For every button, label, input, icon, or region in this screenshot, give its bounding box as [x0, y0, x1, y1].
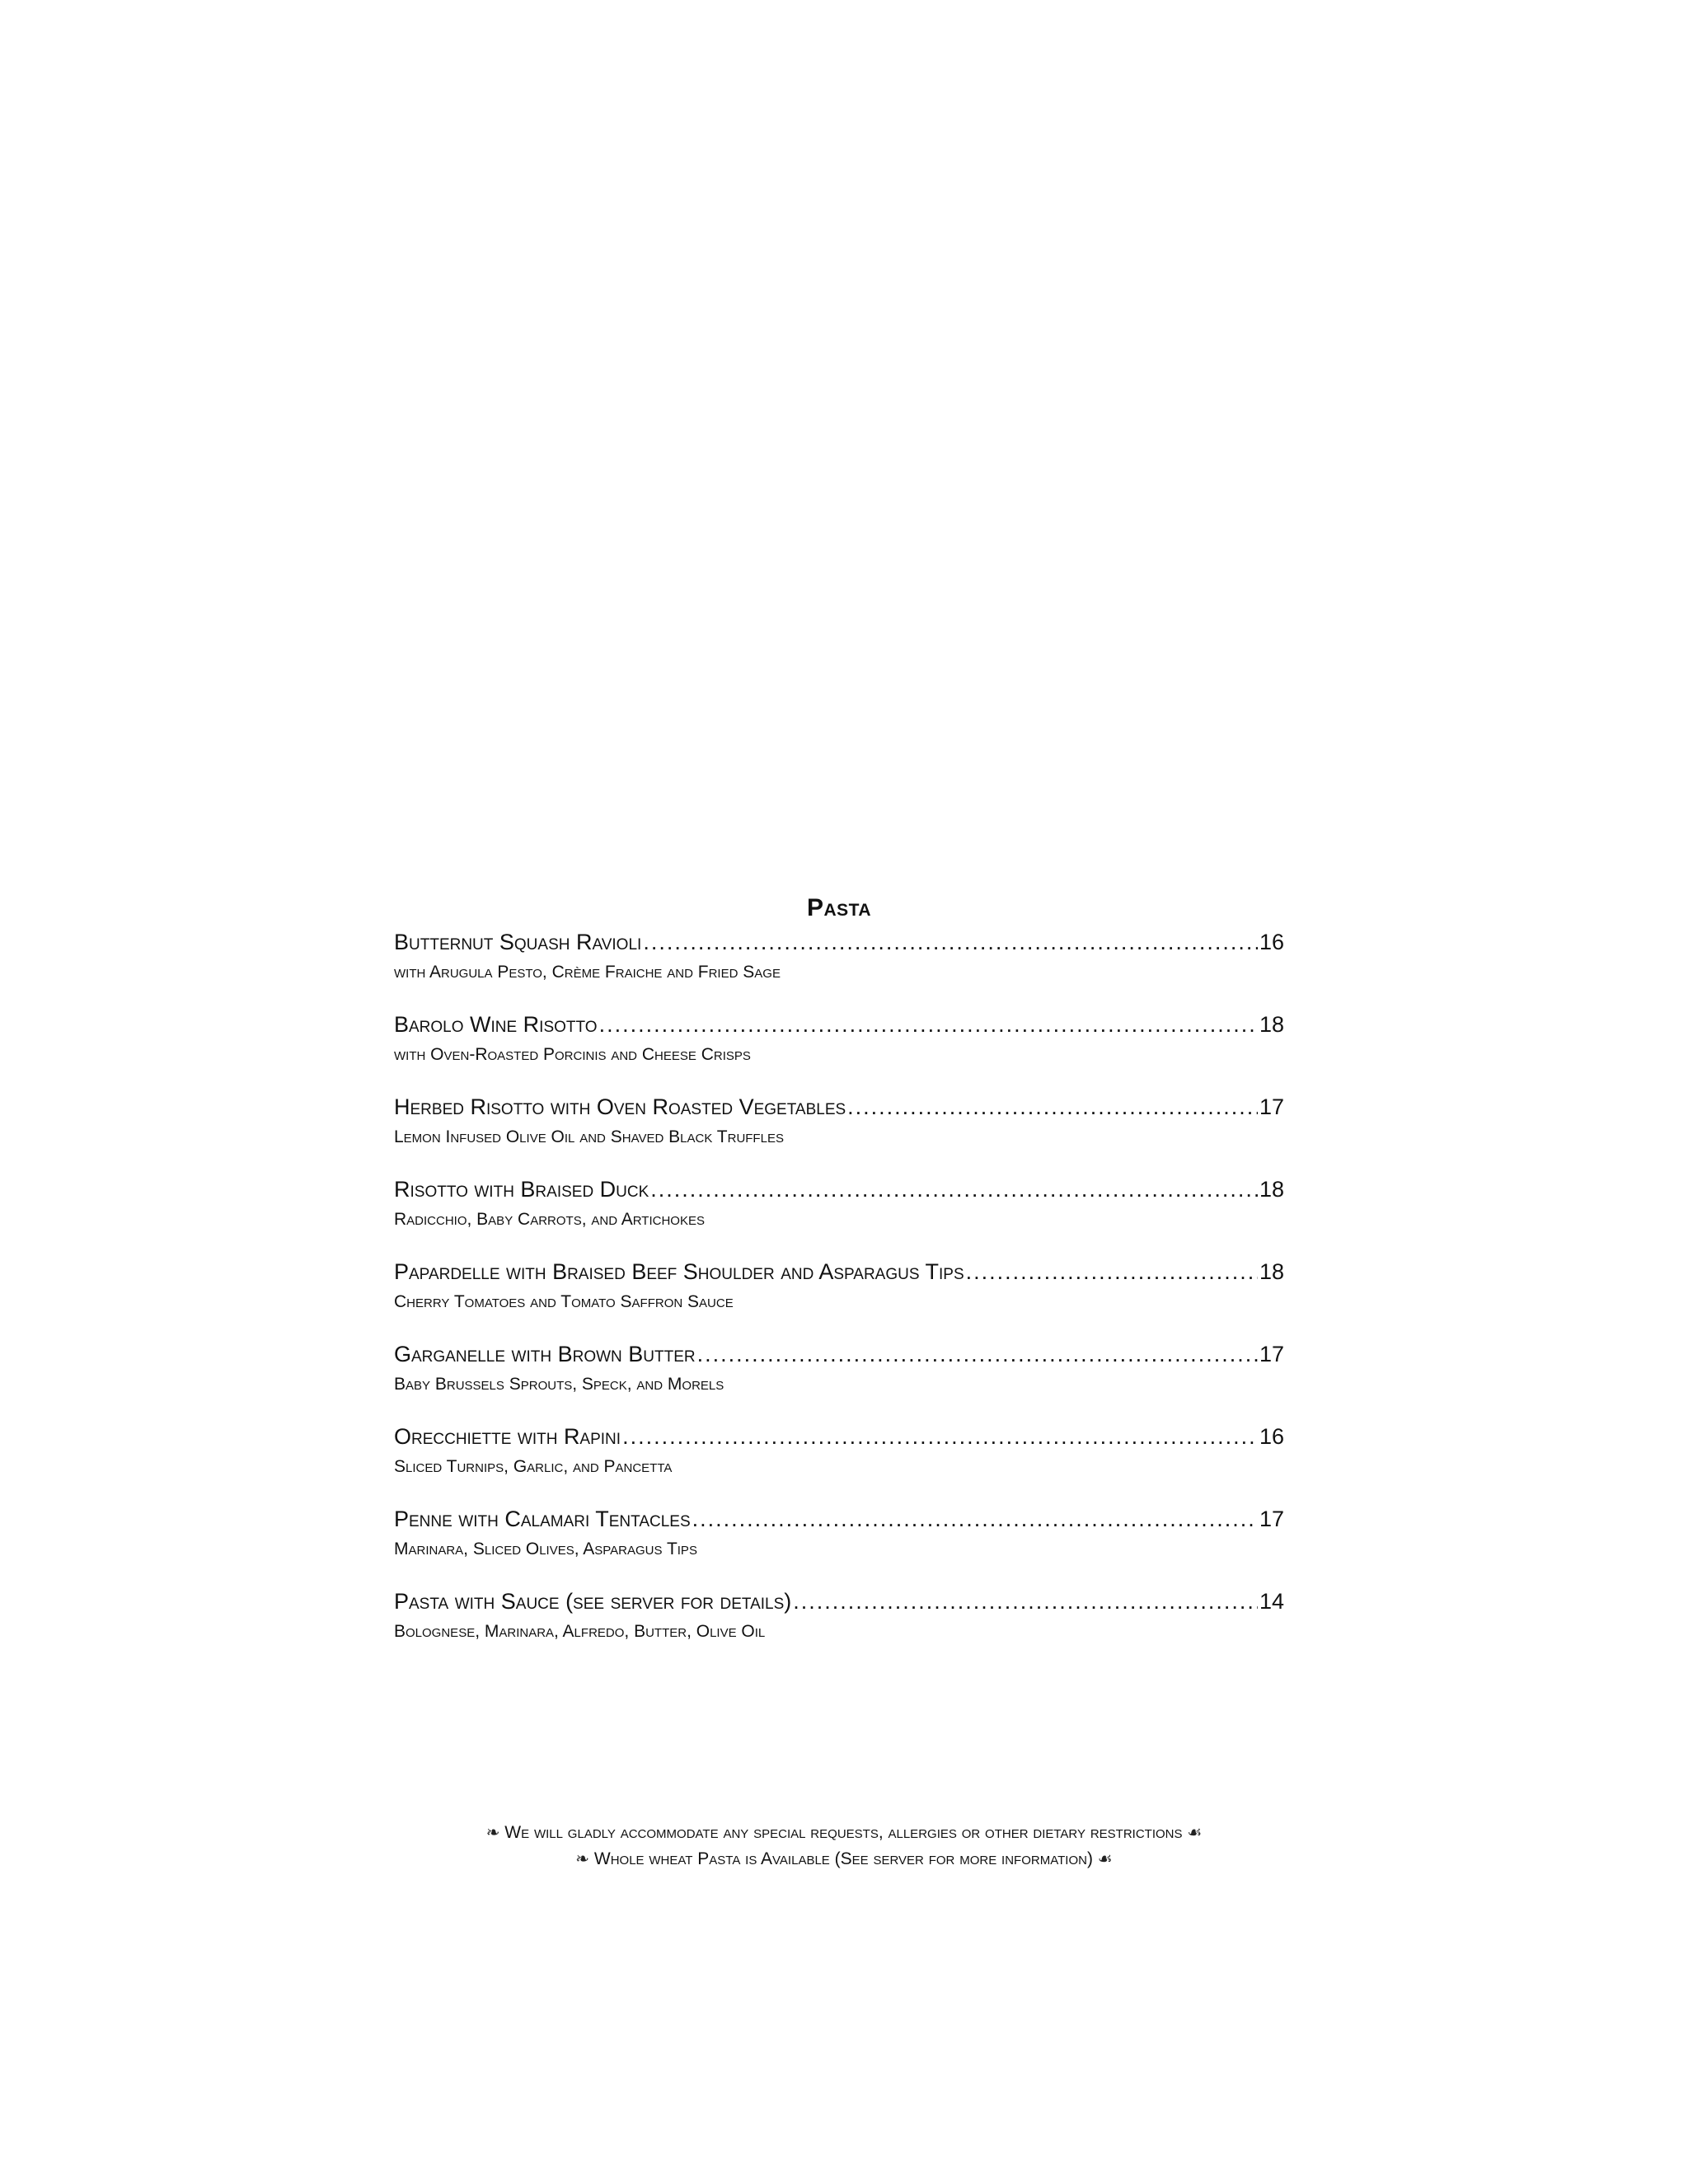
menu-item-description: Bolognese, Marinara, Alfredo, Butter, Olive Oil	[394, 1622, 766, 1641]
dot-leader	[643, 926, 1258, 958]
menu-item-name: Herbed Risotto with Oven Roasted Vegetables	[394, 1094, 846, 1119]
menu-item-line	[394, 1091, 1284, 1122]
pasta-menu	[394, 892, 1284, 1668]
menu-item	[394, 926, 1284, 984]
ornament-left-icon: ❧	[485, 1824, 500, 1842]
menu-item-price: 18	[1259, 1259, 1284, 1284]
menu-item	[394, 1174, 1284, 1231]
menu-item-price: 18	[1259, 1012, 1284, 1037]
note-whole-wheat-text: Whole wheat Pasta is Available (See server for more information)	[593, 1849, 1093, 1868]
menu-item-description: with Oven-Roasted Porcinis and Cheese Crisps	[394, 1045, 751, 1064]
section-title: Pasta	[806, 894, 872, 921]
menu-item-name: Papardelle with Braised Beef Shoulder and Asparagus Tips	[394, 1259, 964, 1284]
footer-notes	[0, 1820, 1688, 1872]
menu-item	[394, 1009, 1284, 1066]
menu-item-price: 17	[1259, 1342, 1284, 1366]
menu-item-description: Sliced Turnips, Garlic, and Pancetta	[394, 1457, 673, 1476]
note-dietary-text: We will gladly accommodate any special requests, allergies or other dietary restrictions	[504, 1823, 1183, 1842]
menu-item-name: Orecchiette with Rapini	[394, 1424, 621, 1449]
ornament-left-icon: ❧	[575, 1850, 590, 1868]
note-whole-wheat	[0, 1846, 1688, 1872]
dot-leader	[847, 1091, 1258, 1122]
menu-item-description: Baby Brussels Sprouts, Speck, and Morels	[394, 1375, 724, 1394]
menu-item-name: Penne with Calamari Tentacles	[394, 1507, 691, 1531]
menu-item-line	[394, 1256, 1284, 1287]
menu-item-description: Marinara, Sliced Olives, Asparagus Tips	[394, 1540, 697, 1558]
dot-leader	[622, 1421, 1258, 1452]
dot-leader	[692, 1503, 1258, 1535]
menu-item-line	[394, 1503, 1284, 1535]
menu-item-line	[394, 1586, 1284, 1617]
menu-item-price: 14	[1259, 1589, 1284, 1614]
menu-item-description: Lemon Infused Olive Oil and Shaved Black Truffles	[394, 1127, 784, 1146]
ornament-right-icon: ☙	[1097, 1850, 1113, 1868]
menu-item	[394, 1586, 1284, 1643]
dot-leader	[697, 1338, 1258, 1370]
menu-item-price: 18	[1259, 1177, 1284, 1202]
dot-leader	[793, 1586, 1258, 1617]
menu-item-description: Radicchio, Baby Carrots, and Artichokes	[394, 1210, 705, 1229]
menu-item-price: 17	[1259, 1094, 1284, 1119]
menu-item-name: Butternut Squash Ravioli	[394, 930, 642, 954]
note-dietary	[0, 1820, 1688, 1846]
menu-item-line	[394, 1421, 1284, 1452]
menu-item-name: Garganelle with Brown Butter	[394, 1342, 696, 1366]
menu-item-name: Risotto with Braised Duck	[394, 1177, 649, 1202]
menu-item-price: 17	[1259, 1507, 1284, 1531]
menu-item-price: 16	[1259, 1424, 1284, 1449]
dot-leader	[966, 1256, 1258, 1287]
menu-item	[394, 1256, 1284, 1314]
dot-leader	[650, 1174, 1258, 1205]
menu-item	[394, 1338, 1284, 1396]
menu-item-description: with Arugula Pesto, Crème Fraiche and Fried Sage	[394, 963, 781, 982]
menu-item-line	[394, 926, 1284, 958]
menu-item	[394, 1421, 1284, 1479]
menu-item-line	[394, 1174, 1284, 1205]
menu-item-name: Pasta with Sauce (see server for details)	[394, 1589, 792, 1614]
menu-item-description: Cherry Tomatoes and Tomato Saffron Sauce	[394, 1292, 734, 1311]
menu-item	[394, 1091, 1284, 1149]
menu-item-line	[394, 1338, 1284, 1370]
dot-leader	[599, 1009, 1258, 1040]
menu-item-name: Barolo Wine Risotto	[394, 1012, 598, 1037]
menu-item-line	[394, 1009, 1284, 1040]
menu-item-price: 16	[1259, 930, 1284, 954]
ornament-right-icon: ☙	[1187, 1824, 1203, 1842]
menu-item	[394, 1503, 1284, 1561]
